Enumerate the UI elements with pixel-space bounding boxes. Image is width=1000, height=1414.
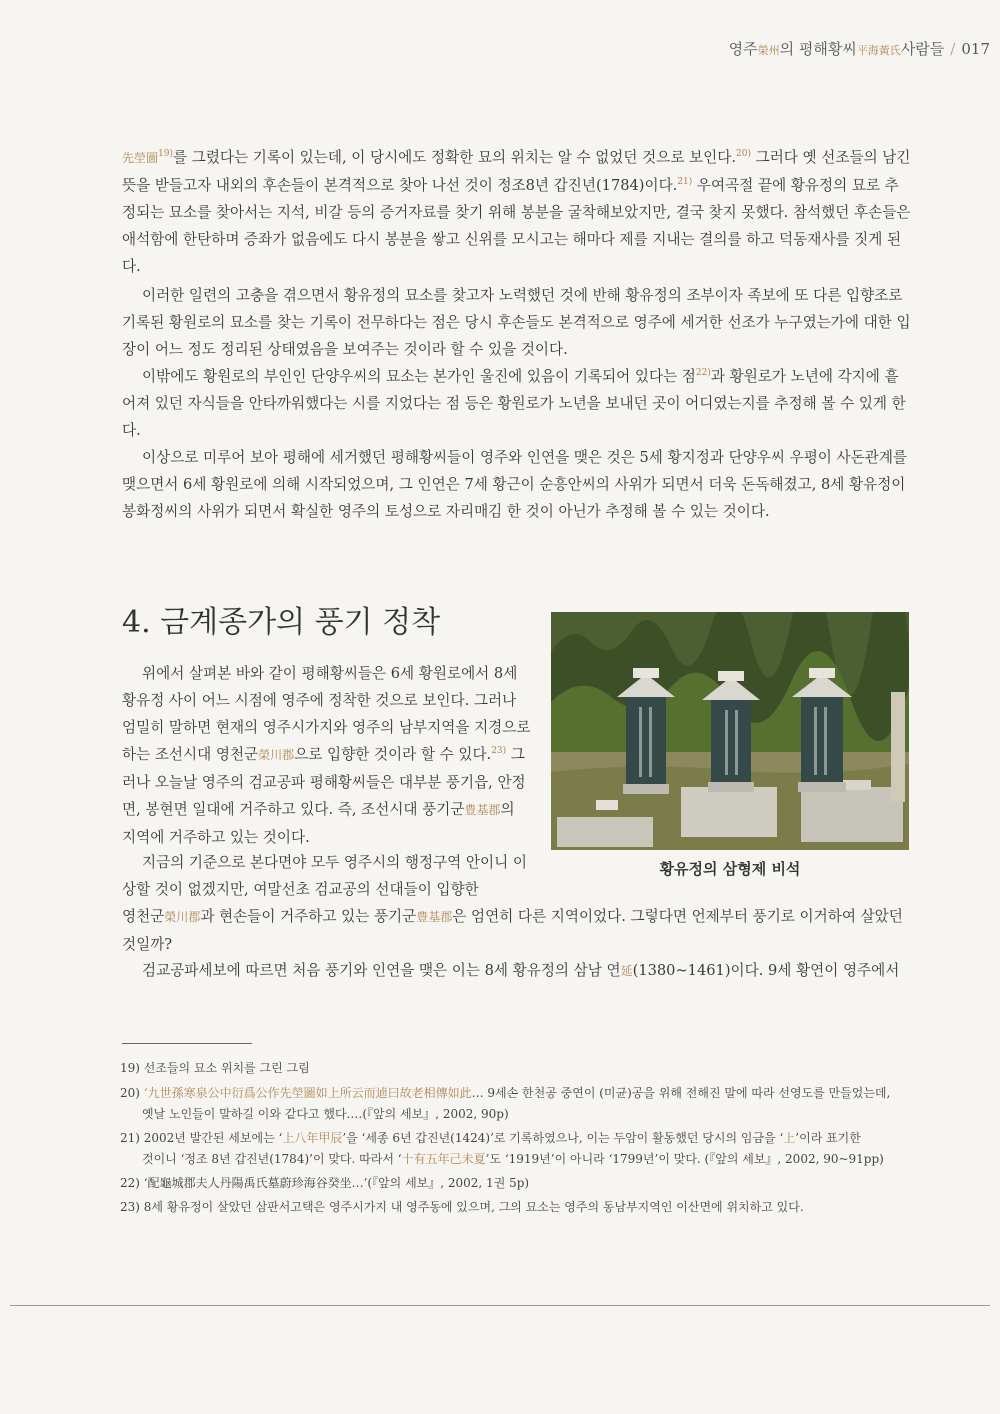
header-hanja: 榮州 bbox=[757, 44, 780, 57]
footnote-21 bbox=[120, 1128, 920, 1170]
footnote-ref[interactable]: 21) bbox=[677, 177, 693, 188]
header-text: 사람들 bbox=[900, 40, 945, 58]
paragraph-6b bbox=[122, 903, 912, 958]
hanja-quote: 上 bbox=[783, 1131, 796, 1145]
header-text: 영주 bbox=[728, 40, 758, 58]
text: 그러나 오늘날 영주의 검교공파 평해황씨들은 대부분 풍기읍, 안정면, 봉현면 일대에 거주하고 있다. 즉, 조선시대 풍기군 bbox=[122, 746, 526, 818]
hanja-quote: 上八年甲辰 bbox=[282, 1131, 343, 1145]
tombstone-photo bbox=[551, 612, 909, 850]
tombstone-photo-illustration bbox=[551, 612, 909, 850]
paragraph-7 bbox=[122, 957, 912, 985]
header-hanja: 平海黃氏 bbox=[856, 44, 901, 57]
text: ’을 ‘세종 6년 갑진년(1424)’로 기록하였으나, 이는 두암이 활동했던 당시의 임금을 ‘ bbox=[342, 1131, 784, 1145]
paragraph-3 bbox=[122, 363, 912, 444]
paragraph-1 bbox=[122, 144, 912, 280]
header-text: 의 평해황씨 bbox=[779, 40, 857, 58]
paragraph-4: 이상으로 미루어 보아 평해에 세거했던 평해황씨들이 영주와 인연을 맺은 것은 5세 황지정과 단양우씨 우평이 사돈관계를 맺으면서 6세 황원로에 의해 시작되었으며, 그 인연은 7세 황근이 순흥안씨의 사위가 되면서 더욱 돈독해졌고, 8세 황유정이 봉화정씨의 사위가 되면서 확실한 영주의 토성으로 자리매김 한 것이 아닌가 추정해 볼 수 있는 것이다. bbox=[122, 449, 908, 520]
footnote-ref[interactable]: 20) bbox=[736, 149, 751, 160]
text: (1380~1461)이다. 9세 황연이 영주에서 bbox=[632, 962, 900, 979]
footnote-ref[interactable]: 22) bbox=[695, 368, 711, 379]
text: 옛날 노인들이 말하길 이와 같다고 했다.…(『앞의 세보』, 2002, 90p) bbox=[142, 1107, 509, 1121]
text: 은 엄연히 다른 지역이었다. 그렇다면 언제부터 풍기로 이거하여 살았던 것일까? bbox=[122, 908, 903, 953]
paragraph-5 bbox=[122, 660, 532, 851]
text: 과 현손들이 거주하고 있는 풍기군 bbox=[200, 908, 417, 925]
header-divider: / bbox=[950, 40, 956, 58]
text: 영천군 bbox=[122, 908, 165, 925]
hanja-quote: ‘九世孫寒泉公中衍爲公作先塋圖如上所云而逌曰故老相傳如此 bbox=[143, 1086, 472, 1100]
text: 이밖에도 황원로의 부인인 단양우씨의 묘소는 본가인 울진에 있음이 기록되어 있다는 점 bbox=[142, 368, 696, 385]
text: 위에서 살펴본 바와 같이 평해황씨들은 6세 황원로에서 8세 황유정 사이 어느 시점에 영주에 정착한 것으로 보인다. 그러나 엄밀히 말하면 현재의 영주시가지와 영주의 남부지역을 지경으로 하는 조선시대 영천군 bbox=[122, 665, 531, 763]
footnote-19: 19) 선조들의 묘소 위치를 그린 그림 bbox=[120, 1061, 310, 1075]
text: 그러다 옛 선조들의 남긴 뜻을 받들고자 내외의 후손들이 본격적으로 찾아 나선 것이 정조8년 갑진년(1784)이다. bbox=[122, 149, 911, 194]
hanja-term: 先塋圖 bbox=[122, 151, 159, 165]
photo-caption: 황유정의 삼형제 비석 bbox=[659, 860, 801, 878]
page-number: 017 bbox=[961, 40, 990, 58]
text: 우여곡절 끝에 황유정의 묘로 추정되는 묘소를 찾아서는 지석, 비갈 등의 증거자료를 찾기 위해 봉분을 굴착해보았지만, 결국 찾지 못했다. 참석했던 후손들은 애석함에 한탄하며 증좌가 없음에도 다시 봉분을 쌓고 신위를 모시고는 해마다 제를 지내는 결의를 하고 덕동재사를 짓게 된다. bbox=[122, 177, 911, 275]
footnote-ref[interactable]: 23) bbox=[491, 746, 507, 757]
footnote-divider bbox=[122, 1043, 252, 1044]
hanja-term: 榮川郡 bbox=[164, 910, 201, 924]
hanja-term: 豊基郡 bbox=[416, 910, 453, 924]
text: 의 지역에 거주하고 있는 것이다. bbox=[122, 801, 515, 846]
footnote-23: 23) 8세 황유정이 살았던 삼판서고택은 영주시가지 내 영주동에 있으며, 그의 묘소는 영주의 동남부지역인 이산면에 위치하고 있다. bbox=[120, 1200, 804, 1214]
text: 것이니 ‘정조 8년 갑진년(1784)’이 맞다. 따라서 ‘ bbox=[142, 1152, 402, 1166]
running-header bbox=[729, 38, 990, 59]
hanja-term: 榮川郡 bbox=[258, 748, 295, 762]
paragraph-6a: 지금의 기준으로 본다면야 모두 영주시의 행정구역 안이니 이상할 것이 없겠지만, 여말선초 검교공의 선대들이 입향한 bbox=[122, 854, 527, 898]
text: 20) bbox=[120, 1086, 144, 1100]
text: … 9세손 한천공 중연이 (미균)공을 위해 전해진 말에 따라 선영도를 만들었는데, bbox=[471, 1086, 891, 1100]
footnote-22: 22) ‘配龜城郡夫人丹陽禹氏墓蔚珍海谷癸坐…’(『앞의 세보』, 2002, 1권 5p) bbox=[120, 1176, 530, 1190]
hanja-term: 延 bbox=[620, 964, 633, 978]
hanja-quote: 十有五年己未夏 bbox=[401, 1152, 486, 1166]
text: 과 황원로가 노년에 각지에 흩어져 있던 자식들을 안타까워했다는 시를 지었다는 점 등은 황원로가 노년을 보내던 곳이 어디였는지를 추정해 볼 수 있게 한다. bbox=[122, 368, 906, 439]
paragraph-2: 이러한 일련의 고충을 겪으면서 황유정의 묘소를 찾고자 노력했던 것에 반해 황유정의 조부이자 족보에 또 다른 입향조로 기록된 황원로의 묘소를 찾는 기록이 전무하다는 점은 당시 후손들도 본격적으로 영주에 세거한 선조가 누구였는가에 대한 입장이 어느 정도 정리된 상태였음을 보여주는 것이라 할 수 있을 것이다. bbox=[122, 287, 911, 358]
text: 으로 입향한 것이라 할 수 있다. bbox=[294, 746, 492, 763]
footnote-ref[interactable]: 19) bbox=[158, 149, 173, 160]
text: 21) 2002년 발간된 세보에는 ‘ bbox=[120, 1131, 283, 1145]
text: 를 그렸다는 기록이 있는데, 이 당시에도 정확한 묘의 위치는 알 수 없었던 것으로 보인다. bbox=[172, 149, 736, 166]
footnote-20 bbox=[120, 1083, 920, 1125]
text: ’이라 표기한 bbox=[795, 1131, 861, 1145]
hanja-term: 豊基郡 bbox=[464, 803, 501, 817]
text: ’도 ‘1919년’이 아니라 ‘1799년’이 맞다. (『앞의 세보』, 2002, 90~91pp) bbox=[485, 1152, 884, 1166]
section-title: 4. 금계종가의 풍기 정착 bbox=[122, 605, 441, 640]
text: 검교공파세보에 따르면 처음 풍기와 인연을 맺은 이는 8세 황유정의 삼남 연 bbox=[142, 962, 621, 979]
page-bottom-rule bbox=[10, 1305, 990, 1306]
